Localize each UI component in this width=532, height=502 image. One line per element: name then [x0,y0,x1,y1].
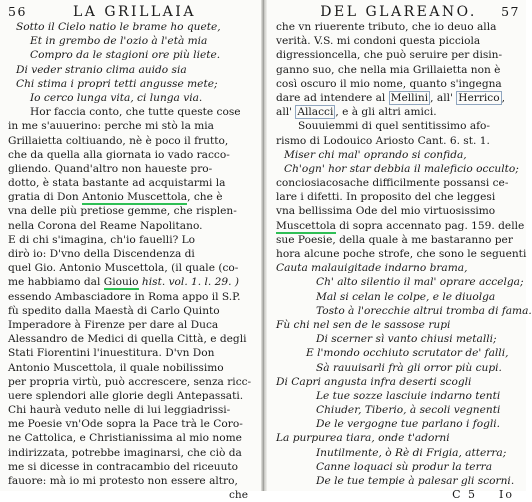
right-line: Cauta malauigitade indarno brama, [276,262,468,275]
left-line [8,275,256,289]
right-line: Chiuder, Tiberio, à secoli vegnenti [316,404,501,417]
name-highlight-mellini: Mellini [390,91,429,104]
right-line [276,219,525,233]
right-line: Canne loquaci sù produr la terra [316,460,493,473]
left-line: Compro da le stagioni ore più liete. [30,49,221,62]
left-line: quel Gio. Antonio Muscettola, (il quale (co- [8,262,239,275]
left-line: Et in grembo de l'ozio à l'età mia [30,35,208,48]
left-line: dirò io: D'vno della Discendenza di [8,248,195,260]
left-line: in me s'auuerino: perche mi stò la mia [8,120,214,133]
right-line: conciosiacosache difficilmente possansi ce- [276,177,509,190]
left-line-text: gratia di Don [8,191,83,204]
right-page [266,0,532,502]
right-line: De le tue tempie à palesar gli scorni. [316,475,515,487]
left-line: Chi haurà veduto nelle di lui leggiadrissi- [8,404,231,417]
left-body [8,20,256,502]
name-highlight-muscettola-right: Muscettola [276,219,336,232]
left-line: uere splendori alle glorie degli Antepassati. [8,389,244,402]
left-line-text: me habbiamo dal [8,276,104,289]
signature-mark: C 5 [452,488,478,502]
left-line: Stati Fiorentini l'inuestitura. D'vn Don [8,347,215,360]
right-line: Le tue sozze lasciuie indarno tenti [316,389,501,402]
name-highlight-allacci: Allacci [297,106,334,119]
right-line: vna bellissima Ode del mio virtuosissimo [276,205,496,218]
right-line: lare i difetti. In proposito del che leggesi [276,191,496,204]
right-line: La purpurea tiara, onde t'adorni [276,432,450,445]
left-line: Grillaietta coltiuando, nè è poco il frutto, [8,134,229,147]
left-line: indirizzata, potrebbe imaginarsi, che ciò da [8,446,242,459]
right-line-text: , all' [430,91,457,104]
right-line: Fù chi nel sen de le sassose rupi [276,318,451,331]
right-line [276,105,520,119]
left-line: che da quella alla giornata io vado racco- [8,148,230,161]
right-line: Di Capri angusta infra deserti scogli [276,375,472,388]
left-line: Di veder stranio clima auido sia [16,63,187,76]
left-line: Imperadore à Firenze per dare al Duca [8,318,219,331]
left-page-number: 56 [8,4,27,19]
right-line: verità. V.S. mi condoni questa picciola [276,35,481,48]
left-line: me Poesie vn'Ode sopra la Pace trà le Coro- [8,418,243,431]
right-line: De le vergogne tue parlano i fogli. [316,418,501,431]
right-line: hora alcune poche strofe, che sono le seguenti [276,248,527,260]
right-line: Sà rauuisarli frà gli orror più cupi. [316,361,502,374]
right-line: E l'mondo occhiuto scrutator de' falli, [306,347,509,360]
left-line: Antonio Muscettola, il quale nobilissimo [8,361,224,374]
right-line: Miser chi mal' oprando si confida, [284,148,467,161]
left-line: per propria virtù, può accrescere, senza ricc- [8,375,252,388]
left-line: fauore: mà io mi protesto non essere altro, [8,475,238,487]
right-line: ganno suo, che nella mia Grillaietta non è [276,63,501,76]
left-line: E di chi s'imagina, ch'io fauelli? Lo [8,233,196,246]
right-body [276,20,532,502]
left-line: Hor faccia conto, che tutte queste cose [30,106,241,119]
right-line-text: dare ad intendere al [276,91,389,104]
left-line: nella Corona del Reame Napolitano. [8,219,203,232]
right-line: digressioncella, che può seruire per disin- [276,49,503,62]
right-line: così oscuro il mio nome, quanto s'ingegna [276,77,502,90]
left-page [0,0,262,502]
right-line: Ch' alto silentio il mal' oprare accelga; [316,276,524,289]
right-line: Souuiemmi di quel sentitissimo afo- [298,120,491,133]
left-line: Alessandro de Medici di quella Città, e degli [8,333,247,346]
left-line [8,190,256,204]
right-line: Ch'ogn' hor star debbia il maleficio occulto; [284,162,519,175]
left-line: fù spedito dalla Maestà di Carlo Quinto [8,304,220,317]
right-line-text: , e à gli altri amici. [335,106,437,119]
left-line: dotto, è stata bastante ad acquistarmi la [8,177,226,190]
left-line: Sotto il Cielo natio le brame ho quete, [16,21,221,33]
left-page-title: LA GRILLAIA [72,4,196,20]
right-catchword: Io [499,488,514,502]
right-page-title: DEL GLAREANO. [320,4,477,20]
right-line: che vn riuerente tributo, che io deuo alla [276,21,497,33]
left-catchword: che [228,489,248,502]
right-line-text: all' [276,106,296,119]
right-line-text: , [501,91,505,104]
right-page-number: 57 [501,4,520,19]
right-line-text: di sopra accennato pag. 159. delle [335,219,525,232]
name-highlight-giouio: Giouio [103,276,139,289]
left-running-head [8,4,256,19]
right-footer [276,488,520,502]
left-line: ne Cattolica, e Christianissima al mio nome [8,432,242,445]
right-line: sue Poesie, della quale à me bastaranno per [276,233,513,246]
right-running-head [276,4,520,19]
right-line: Mal si celan le colpe, e le diuolga [316,290,496,303]
name-highlight-muscettola: Antonio Muscettola [82,191,188,204]
citation-text: hist. vol. 1. l. 29. ) [138,276,240,289]
right-line: Inutilmente, ò Rè di Frigia, atterra; [316,446,507,459]
right-line: Tosto à l'orecchie altrui tromba di fama. [316,304,532,317]
left-line: vna delle più pretiose gemme, che risplen- [8,205,237,218]
name-highlight-herrico: Herrico [458,91,500,104]
left-line: Chi stima i propri tetti angusse mete; [16,77,218,90]
left-line-text: , che è [187,191,223,204]
left-line: gliendo. Quand'altro non haueste pro- [8,162,213,175]
left-line: Io cerco lunga vita, ci lunga via. [30,91,203,104]
right-line: Di scerner sì vanto chiusi metalli; [316,333,497,346]
left-line: me si dicesse in contracambio del riceuuto [8,460,239,473]
right-line [276,91,520,105]
left-line: essendo Ambasciadore in Roma appo il S.P. [8,290,241,303]
right-line: rismo di Lodouico Ariosto Cant. 6. st. 1. [276,134,490,147]
